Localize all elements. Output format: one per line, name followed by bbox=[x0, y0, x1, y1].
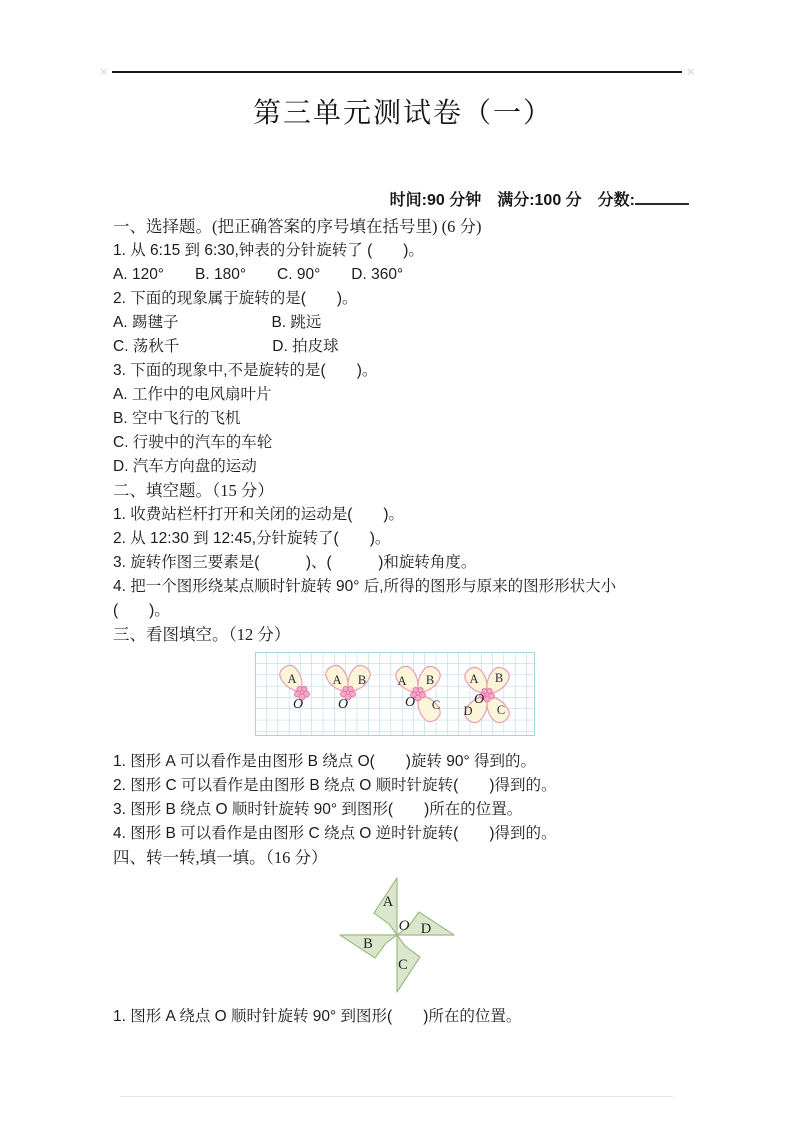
petal-label-a: A bbox=[397, 674, 407, 688]
s1-question-3: 3. 下面的现象中,不是旋转的是( )。 bbox=[113, 362, 378, 379]
footer-rule bbox=[120, 1096, 673, 1097]
s1-question-3-option-a: A. 工作中的电风扇叶片 bbox=[113, 386, 272, 403]
s1-question-1-options: A. 120° B. 180° C. 90° D. 360° bbox=[113, 266, 404, 283]
petal-label-d: D bbox=[463, 704, 473, 718]
meta-text: 时间:90 分钟 满分:100 分 分数: bbox=[389, 192, 635, 209]
blade-label-d: D bbox=[420, 921, 432, 937]
s1-question-3-option-c: C. 行驶中的汽车的车轮 bbox=[113, 434, 273, 451]
s3-question-2: 2. 图形 C 可以看作是由图形 B 绕点 O 顺时针旋转( )得到的。 bbox=[113, 777, 557, 794]
s4-question-1: 1. 图形 A 绕点 O 顺时针旋转 90° 到图形( )所在的位置。 bbox=[113, 1008, 522, 1025]
center-label-o: O bbox=[473, 692, 485, 707]
petal-label-b: B bbox=[425, 673, 435, 687]
petal-label-a: A bbox=[469, 672, 479, 686]
section3-heading: 三、看图填空。（12 分） bbox=[113, 625, 291, 644]
blade-label-b: B bbox=[363, 936, 373, 952]
s3-question-1: 1. 图形 A 可以看作是由图形 B 绕点 O( )旋转 90° 得到的。 bbox=[113, 753, 537, 770]
petal-label-a: A bbox=[287, 672, 297, 686]
s2-question-4-line1: 4. 把一个图形绕某点顺时针旋转 90° 后,所得的图形与原来的图形形状大小 bbox=[113, 578, 617, 595]
petal-label-b: B bbox=[357, 673, 367, 687]
center-label-o: O bbox=[337, 697, 349, 712]
s1-question-2: 2. 下面的现象属于旋转的是( )。 bbox=[113, 290, 358, 307]
flower-grid-figure bbox=[255, 652, 535, 736]
scan-artifact-left: × bbox=[99, 65, 109, 78]
s1-question-3-option-b: B. 空中飞行的飞机 bbox=[113, 410, 241, 427]
test-paper bbox=[113, 0, 696, 1029]
blade-label-c: C bbox=[398, 957, 408, 973]
meta-line bbox=[113, 188, 693, 213]
score-blank-line bbox=[635, 188, 689, 205]
page-title: 第三单元测试卷（一） bbox=[252, 98, 553, 129]
s3-question-4: 4. 图形 B 可以看作是由图形 C 绕点 O 逆时针旋转( )得到的。 bbox=[113, 825, 557, 842]
scan-artifact-right: × bbox=[686, 65, 696, 78]
s2-question-2: 2. 从 12:30 到 12:45,分针旋转了( )。 bbox=[113, 530, 391, 547]
petal-label-b: B bbox=[494, 671, 504, 685]
section4-heading: 四、转一转,填一填。（16 分） bbox=[113, 848, 328, 867]
pinwheel-center-label-o: O bbox=[398, 918, 410, 934]
blade-label-a: A bbox=[382, 894, 394, 910]
pinwheel-figure bbox=[320, 875, 480, 999]
center-label-o: O bbox=[404, 695, 416, 710]
s2-question-3: 3. 旋转作图三要素是( )、( )和旋转角度。 bbox=[113, 554, 477, 571]
center-label-o: O bbox=[292, 697, 304, 712]
s1-question-2-options-ab: A. 踢毽子 B. 跳远 bbox=[113, 314, 322, 331]
petal-label-a: A bbox=[332, 673, 342, 687]
s1-question-2-options-cd: C. 荡秋千 D. 拍皮球 bbox=[113, 338, 339, 355]
s3-question-3: 3. 图形 B 绕点 O 顺时针旋转 90° 到图形( )所在的位置。 bbox=[113, 801, 523, 818]
s2-question-1: 1. 收费站栏杆打开和关闭的运动是( )。 bbox=[113, 506, 405, 523]
petal-label-c: C bbox=[496, 703, 506, 717]
s1-question-3-option-d: D. 汽车方向盘的运动 bbox=[113, 458, 257, 475]
section1-heading: 一、选择题。(把正确答案的序号填在括号里) (6 分) bbox=[113, 217, 482, 236]
s1-question-1: 1. 从 6:15 到 6:30,钟表的分针旋转了 ( )。 bbox=[113, 242, 424, 259]
petal-label-c: C bbox=[431, 698, 441, 712]
s2-question-4-line2: ( )。 bbox=[113, 602, 170, 619]
section2-heading: 二、填空题。（15 分） bbox=[113, 481, 274, 500]
